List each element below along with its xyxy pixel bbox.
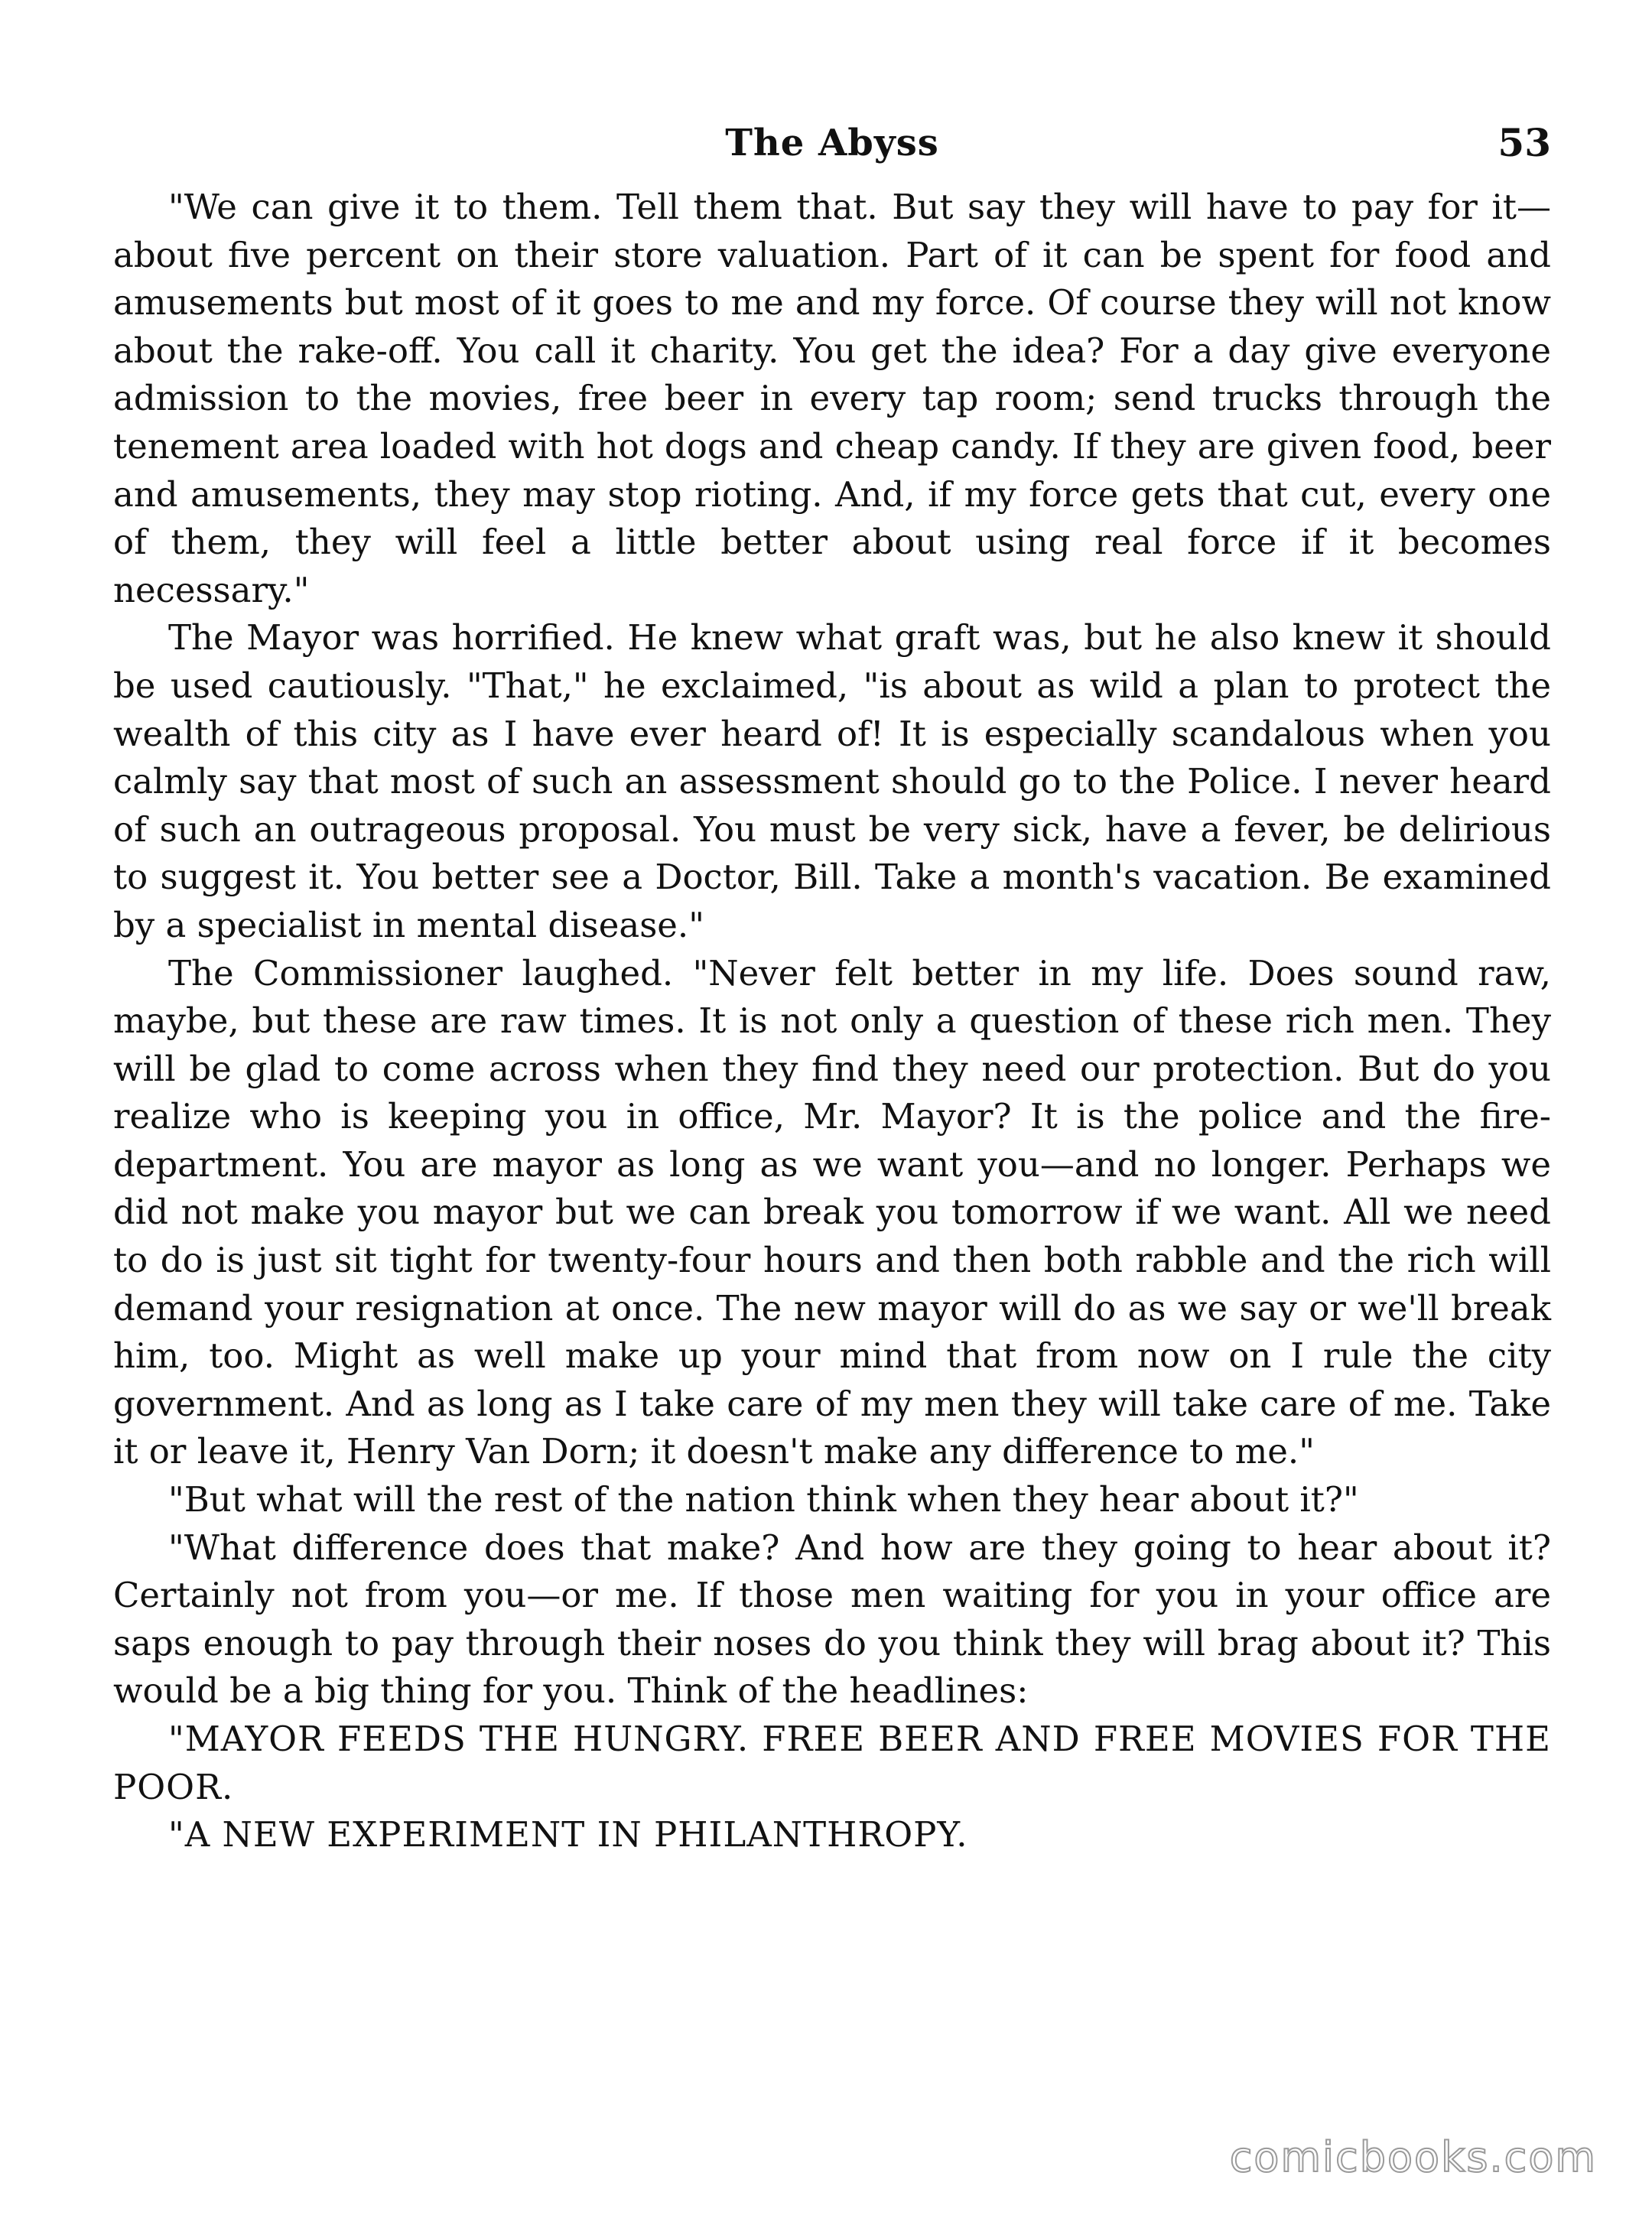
body-text <box>113 184 1551 1859</box>
headline-2: "A NEW EXPERIMENT IN PHILANTHROPY. <box>168 1814 968 1855</box>
paragraph-5: "What difference does that make? And how are they going to hear about it? Certainly not from you—or me. If those men waiting for you in your office are saps enough to pay through their noses do you think they will brag about it? This would be a big thing for you. Think of the headlines: <box>113 1527 1551 1712</box>
paragraph-3: The Commissioner laughed. "Never felt better in my life. Does sound raw, maybe, but these are raw times. It is not only a question of these rich men. They will be glad to come across when they find they need our protection. But do you realize who is keeping you in office, Mr. Mayor? It is the police and the fire-department. You are mayor as long as we want you—and no longer. Perhaps we did not make you mayor but we can break you tomorrow if we want. All we need to do is just sit tight for twenty-four hours and then both rabble and the rich will demand your resignation at once. The new mayor will do as we say or we'll break him, too. Might as well make up your mind that from now on I rule the city government. And as long as I take care of my men they will take care of me. Take it or leave it, Henry Van Dorn; it doesn't make any difference to me." <box>113 952 1551 1472</box>
page-number: 53 <box>1498 120 1551 165</box>
paragraph-1: "We can give it to them. Tell them that. But say they will have to pay for it—about five percent on their store valuation. Part of it can be spent for food and amusements but most of it goes to me and my force. Of course they will not know about the rake-off. You call it charity. You get the idea? For a day give everyone admission to the movies, free beer in every tap room; send trucks through the tenement area loaded with hot dogs and cheap candy. If they are given food, beer and amusements, they may stop rioting. And, if my force gets that cut, every one of them, they will feel a little better about using real force if it becomes necessary." <box>113 187 1551 610</box>
headline-1: "MAYOR FEEDS THE HUNGRY. FREE BEER AND FREE MOVIES FOR THE POOR. <box>113 1719 1551 1807</box>
watermark: comicbooks.com <box>1229 2133 1597 2181</box>
paragraph-2: The Mayor was horrified. He knew what graft was, but he also knew it should be used cautiously. "That," he exclaimed, "is about as wild a plan to protect the wealth of this city as I have ever heard of! It is especially scandalous when you calmly say that most of such an assessment should go to the Police. I never heard of such an outrageous proposal. You must be very sick, have a fever, be delirious to suggest it. You better see a Doctor, Bill. Take a month's vacation. Be examined by a specialist in mental disease." <box>113 617 1551 945</box>
running-head <box>113 116 1551 170</box>
paragraph-4: "But what will the rest of the nation think when they hear about it?" <box>168 1479 1359 1520</box>
running-title: The Abyss <box>725 122 939 164</box>
